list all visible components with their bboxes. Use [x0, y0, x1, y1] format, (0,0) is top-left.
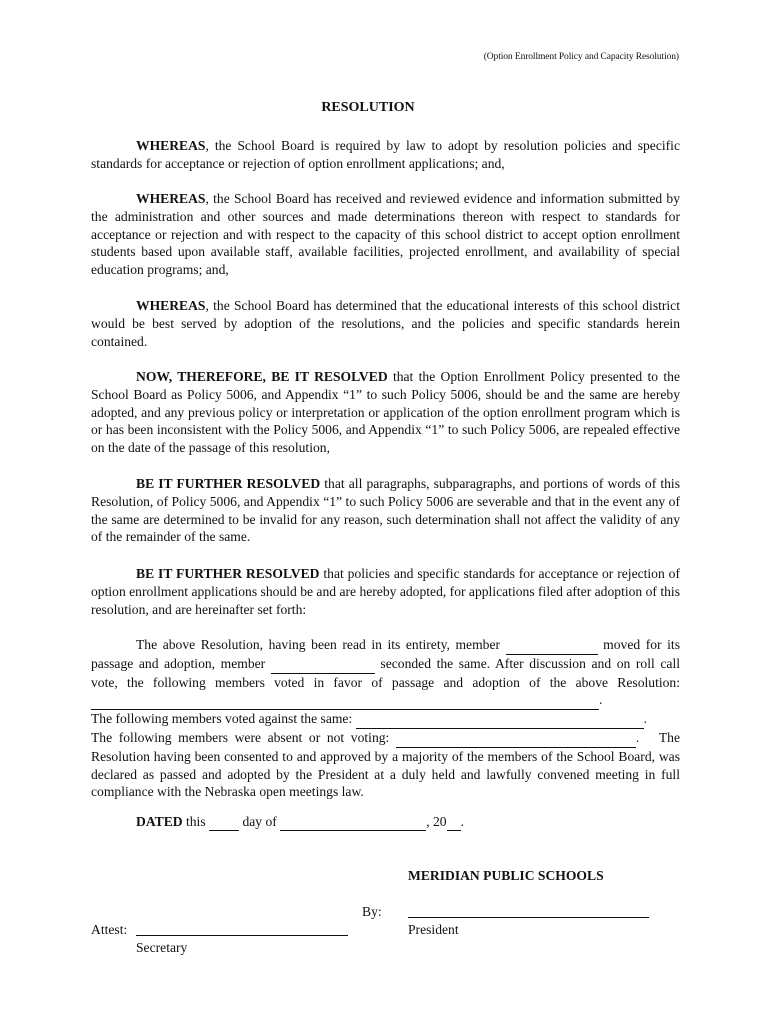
vote-text-1: The above Resolution, having been read in its entirety, member — [136, 637, 501, 652]
dated-end: . — [460, 814, 464, 829]
dated-this: this — [185, 814, 206, 829]
vote-against-text: The following members voted against the same: — [91, 711, 353, 727]
secretary-signature-line[interactable] — [136, 935, 348, 936]
president-label: President — [408, 922, 459, 937]
vote-text-2: moved for its passage and adoption, member — [91, 637, 680, 671]
organization-name: MERIDIAN PUBLIC SCHOOLS — [408, 868, 604, 883]
header-note: (Option Enrollment Policy and Capacity Resolution) — [483, 52, 679, 62]
paragraph-text: that the Option Enrollment Policy presented to the School Board as Policy 5006, and Appendix “1” to such Policy 5006, should be and the same are hereby adopted, and any previous policy or interpretation or application of the option enrollment program which is or has been inconsistent with the Policy 5006, and Appendix “1” to such Policy 5006, are repealed effective on the date of the passage of this resolution, — [91, 369, 680, 456]
paragraph-lead: BE IT FURTHER RESOLVED — [136, 566, 320, 581]
paragraph-text: , the School Board has received and reviewed evidence and information submitted by the administration and other sources and made determinations thereon with respect to standards for acceptance or rejection and with respect to the capacity of this school district to accept option enrollment students based upon available staff, available facilities, projected enrollment, and availability of special education programs; and, — [91, 191, 680, 278]
whereas-paragraph-1 — [91, 137, 680, 173]
further-resolved-paragraph-1 — [91, 475, 680, 546]
dated-label: DATED — [136, 814, 183, 829]
secretary-label: Secretary — [136, 940, 188, 955]
paragraph-text: , the School Board is required by law to adopt by resolution policies and specific standards for acceptance or rejection of option enrollment applications; and, — [91, 138, 680, 171]
mover-blank[interactable] — [506, 636, 598, 655]
against-blank[interactable] — [356, 710, 644, 729]
year-blank[interactable] — [447, 814, 461, 831]
whereas-paragraph-2 — [91, 190, 680, 279]
paragraph-text: that all paragraphs, subparagraphs, and portions of words of this Resolution, of Policy 5006, and Appendix “1” to such Policy 5006 are severable and that in the event any of the same are determined to be invalid for any reason, such determination shall not affect the validity of any of the remainder of the same. — [91, 476, 680, 545]
president-signature-line[interactable] — [408, 917, 649, 918]
vote-text-4: The Resolution having been consented to and approved by a majority of the members of the School Board, was declared as passed and adopted by the President at a duly held and lawfully convened meeting in full compliance with the Nebraska open meetings law. — [91, 729, 680, 800]
month-blank[interactable] — [280, 814, 426, 831]
paragraph-text: that policies and specific standards for acceptance or rejection of option enrollment applications should be and are hereby adopted, for applications filed after adoption of this resolution, and are hereinafter set forth: — [91, 566, 680, 617]
day-blank[interactable] — [209, 814, 239, 831]
dated-year-prefix: , 20 — [426, 814, 447, 829]
vote-text-3: seconded the same. After discussion and on roll call vote, the following members voted in favor of passage and adoption of the above Resolution: — [91, 655, 681, 690]
paragraph-lead: NOW, THEREFORE, BE IT RESOLVED — [136, 369, 388, 384]
absent-blank[interactable] — [396, 729, 636, 748]
seconder-blank[interactable] — [271, 655, 375, 674]
in-favor-blank[interactable] — [91, 691, 599, 710]
document-title: RESOLUTION — [321, 100, 415, 115]
paragraph-lead: WHEREAS — [136, 191, 206, 206]
vote-paragraph: The above Resolution, having been read in its entirety, member moved for its passage and adoption, member seconded the same. After discussion and on roll call vote, the following members voted in favor of passage and adoption of the above Resolution: . The following members voted against the same: . The following members were absent or not voting: . The Resolution having been consented to and approved by a majority of the members of the School Board, was declared as passed and adopted by the President at a duly held and lawfully convened meeting in full compliance with the Nebraska open meetings law. — [91, 637, 681, 800]
dated-line — [136, 814, 464, 831]
whereas-paragraph-3 — [91, 297, 680, 350]
by-label: By: — [362, 904, 382, 919]
paragraph-text: , the School Board has determined that the educational interests of this school district would be best served by adoption of the resolutions, and the policies and specific standards herein contained. — [91, 298, 680, 349]
attest-label: Attest: — [91, 922, 128, 937]
paragraph-lead: WHEREAS — [136, 138, 206, 153]
further-resolved-paragraph-2 — [91, 565, 680, 618]
resolved-paragraph — [91, 368, 680, 457]
paragraph-lead: WHEREAS — [136, 298, 206, 313]
dated-day-of: day of — [242, 814, 277, 829]
vote-absent-text: The following members were absent or not voting: — [91, 729, 390, 745]
paragraph-lead: BE IT FURTHER RESOLVED — [136, 476, 321, 491]
